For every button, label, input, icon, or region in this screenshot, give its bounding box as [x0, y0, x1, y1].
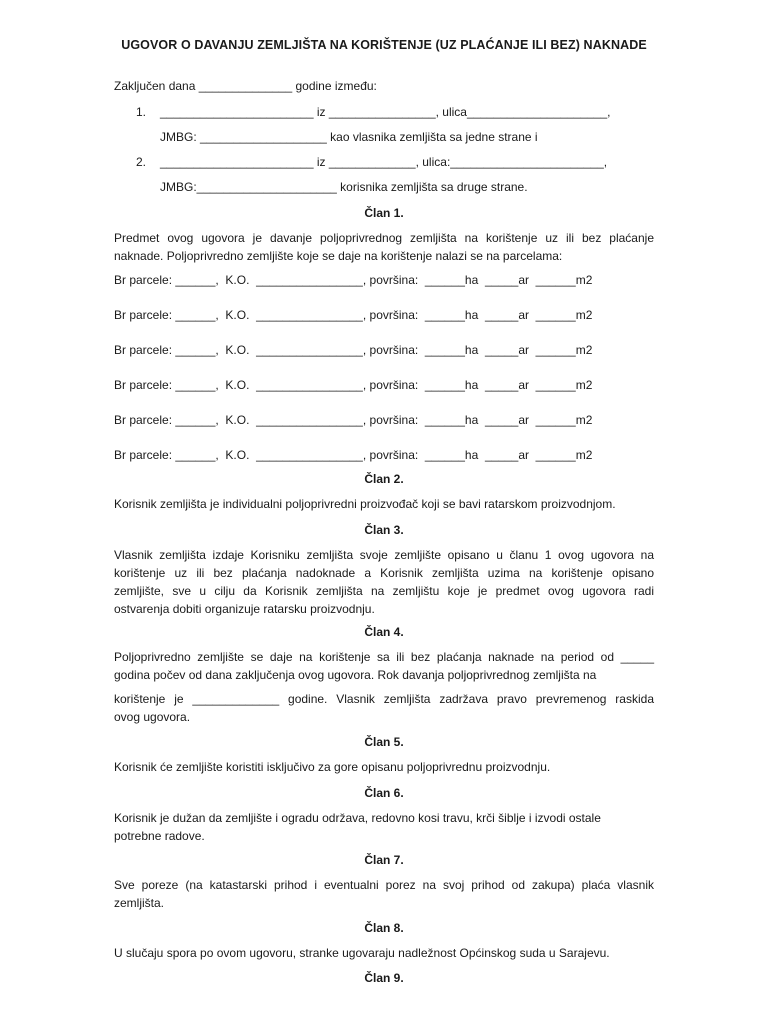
article-7-heading: Član 7. [364, 853, 404, 867]
parcel-row: Br parcele: ______, K.O. ________________, površina: ______ha _____ar ______m2 [114, 378, 593, 392]
article-2-text: Korisnik zemljišta je individualni poljoprivredni proizvođač koji se bavi ratarskom proizvodnjom. [114, 497, 616, 511]
article-4-text [114, 648, 654, 684]
party2-number: 2. [136, 155, 147, 169]
parcel-row: Br parcele: ______, K.O. ________________, površina: ______ha _____ar ______m2 [114, 308, 593, 322]
article-3-line: korištenje uz ili bez plaćanja nadoknade a Korisnik zemljišta uzima na korištenje opisano [114, 566, 654, 580]
article-4-line: korištenje je _____________ godine. Vlasnik zemljišta zadržava pravo prevremenog raskida [114, 692, 654, 706]
parcel-row: Br parcele: ______, K.O. ________________, površina: ______ha _____ar ______m2 [114, 448, 593, 462]
parcel-row: Br parcele: ______, K.O. ________________, površina: ______ha _____ar ______m2 [114, 273, 593, 287]
article-6-line: Korisnik je dužan da zemljište i ogradu održava, redovno kosi travu, krči šiblje i izvodi ostale [114, 811, 601, 825]
article-4-line: Poljoprivredno zemljište se daje na korištenje sa ili bez plaćanja naknade na period od _____ [114, 650, 654, 664]
article-1-line: Predmet ovog ugovora je davanje poljoprivrednog zemljišta na korištenje uz ili bez plaćanje [114, 231, 654, 245]
intro-line: Zaključen dana ______________ godine između: [114, 79, 377, 93]
article-5-heading: Član 5. [364, 735, 404, 749]
article-4-line: godina počev od dana zaključenja ovog ugovora. Rok davanja poljoprivrednog zemljišta na [114, 668, 597, 682]
parcel-row: Br parcele: ______, K.O. ________________, površina: ______ha _____ar ______m2 [114, 413, 593, 427]
article-8-heading: Član 8. [364, 921, 404, 935]
article-5-text: Korisnik će zemljište koristiti isključivo za gore opisanu poljoprivrednu proizvodnju. [114, 760, 551, 774]
party2-line1: _______________________ iz _____________, ulica:_______________________, [160, 155, 608, 169]
article-4-text-continued [114, 690, 654, 726]
article-3-line: ostvarenja dobiti organizuje ratarsku proizvodnju. [114, 602, 375, 616]
article-7-line: zemljišta. [114, 896, 165, 910]
article-3-line: zemljište, sve u cilju da Korisnik zemljišta na zemljištu koje je predmet ovog ugovora radi [114, 584, 654, 598]
article-3-line: Vlasnik zemljišta izdaje Korisniku zemljišta svoje zemljište opisano u članu 1 ovog ugovora na [114, 548, 654, 562]
article-9-heading: Član 9. [364, 971, 404, 985]
party1-line2: JMBG: ___________________ kao vlasnika zemljišta sa jedne strane i [160, 130, 538, 144]
article-4-heading: Član 4. [364, 625, 404, 639]
article-3-text [114, 546, 654, 618]
article-6-line: potrebne radove. [114, 829, 205, 843]
article-8-text: U slučaju spora po ovom ugovoru, stranke ugovaraju nadležnost Općinskog suda u Sarajevu. [114, 946, 610, 960]
article-6-heading: Član 6. [364, 786, 404, 800]
article-1-heading: Član 1. [364, 206, 404, 220]
article-7-line: Sve poreze (na katastarski prihod i eventualni porez na svoj prihod od zakupa) plaća vlasnik [114, 878, 654, 892]
article-7-text [114, 876, 654, 912]
article-4-line: ovog ugovora. [114, 710, 191, 724]
article-1-text [114, 229, 654, 265]
article-2-heading: Član 2. [364, 472, 404, 486]
document-title: UGOVOR O DAVANJU ZEMLJIŠTA NA KORIŠTENJE (UZ PLAĆANJE ILI BEZ) NAKNADE [121, 38, 647, 52]
party1-line1: _______________________ iz ________________, ulica_____________________, [160, 105, 611, 119]
party1-number: 1. [136, 105, 147, 119]
article-3-heading: Član 3. [364, 523, 404, 537]
party2-line2: JMBG:_____________________ korisnika zemljišta sa druge strane. [160, 180, 528, 194]
article-1-line: naknade. Poljoprivredno zemljište koje se daje na korištenje nalazi se na parcelama: [114, 249, 563, 263]
parcel-row: Br parcele: ______, K.O. ________________, površina: ______ha _____ar ______m2 [114, 343, 593, 357]
